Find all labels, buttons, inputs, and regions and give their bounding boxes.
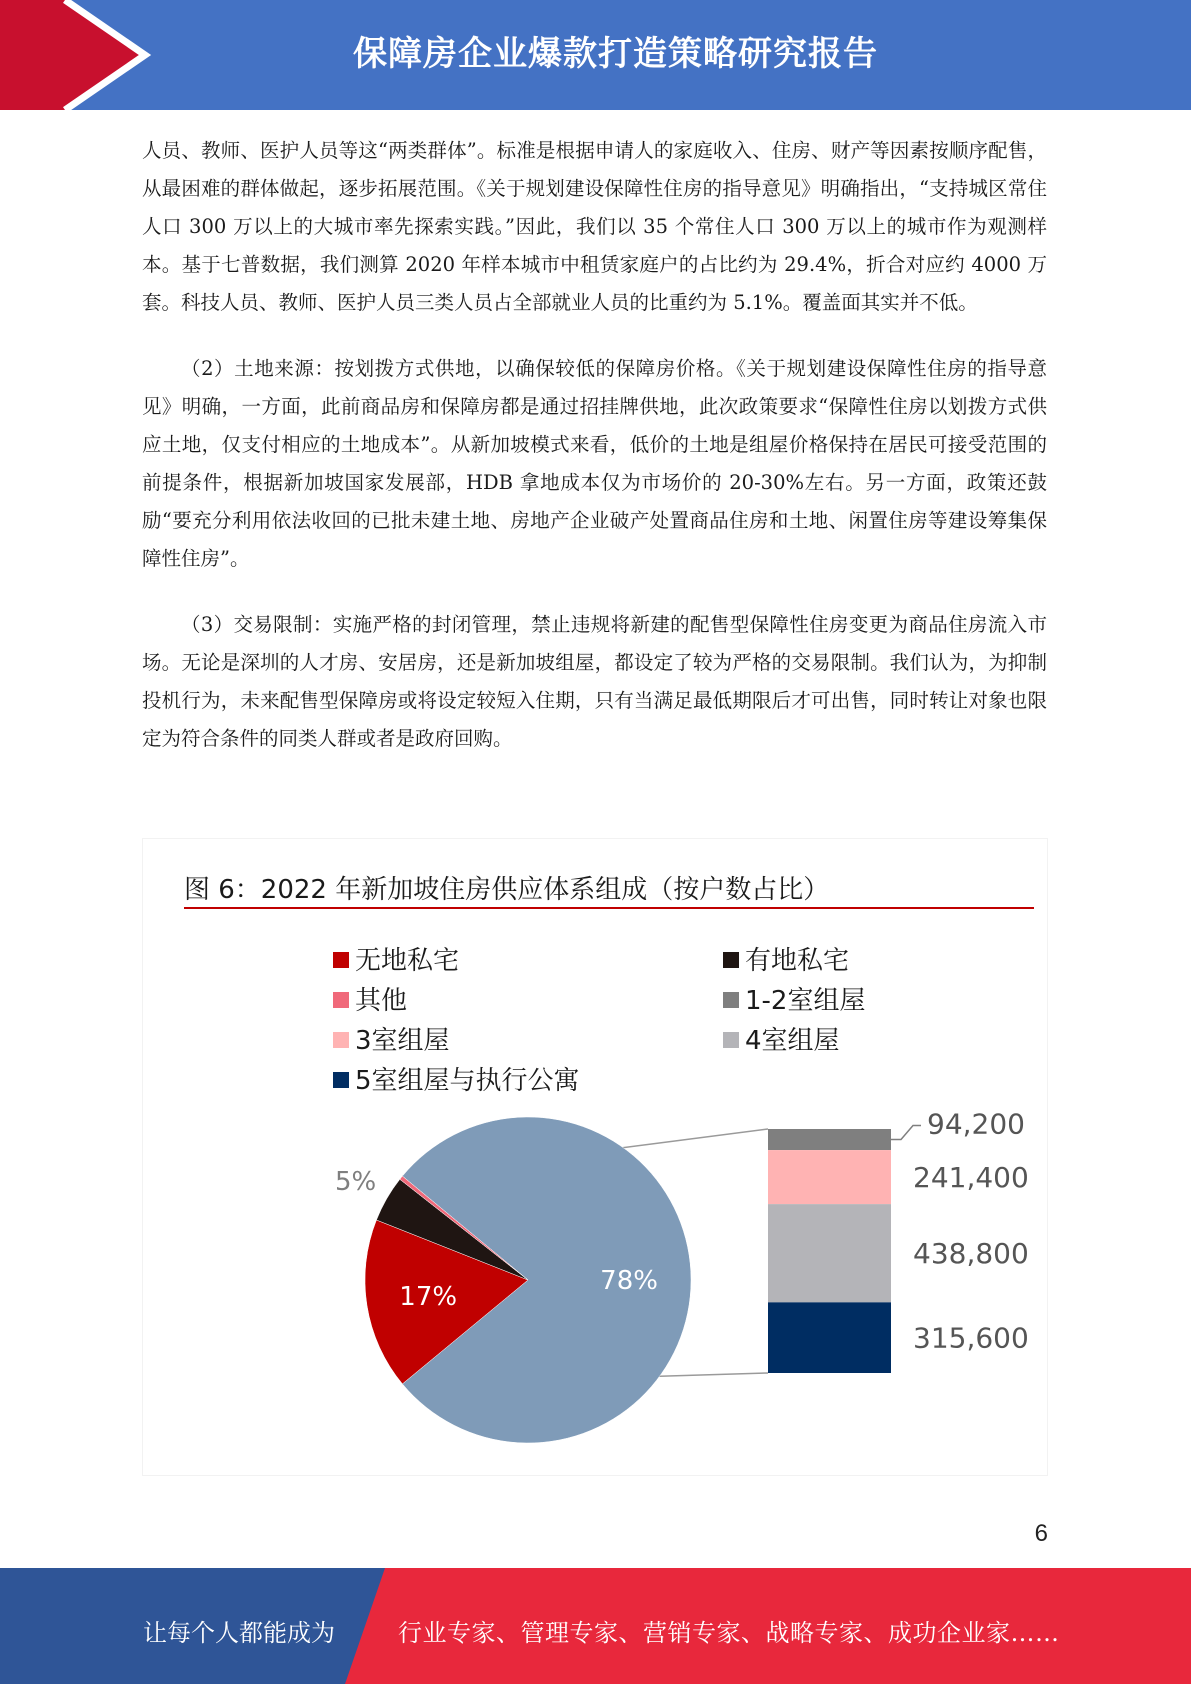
legend-label-2: 其他 — [355, 986, 408, 1016]
legend-label-4: 3室组屋 — [355, 1026, 450, 1056]
pie-label-0: 78% — [600, 1266, 658, 1296]
pie-label-2: 5% — [334, 1166, 377, 1197]
page-footer — [0, 1568, 1191, 1684]
page-number: 6 — [1034, 1520, 1048, 1547]
legend-label-3: 1-2室组屋 — [745, 986, 866, 1016]
footer-slogan-left: 让每个人都能成为 — [143, 1619, 335, 1647]
chart-title: 图 6：2022 年新加坡住房供应体系组成（按户数占比） — [184, 875, 830, 905]
legend-swatch-5 — [723, 1032, 739, 1048]
legend-swatch-2 — [333, 992, 349, 1008]
legend-swatch-0 — [333, 952, 349, 968]
bar-segment-1 — [768, 1150, 891, 1204]
legend-label-1: 有地私宅 — [745, 946, 850, 976]
legend-swatch-3 — [723, 992, 739, 1008]
legend-label-6: 5室组屋与执行公寓 — [355, 1066, 580, 1096]
legend-swatch-4 — [333, 1032, 349, 1048]
paragraph-trade-restriction: （3）交易限制：实施严格的封闭管理，禁止违规将新建的配售型保障性住房变更为商品住房流入市场。无论是深圳的人才房、安居房，还是新加坡组屋，都设定了较为严格的交易限制。我们认为，为抑制投机行为，未来配售型保障房或将设定较短入住期，只有当满足最低期限后才可出售，同时转让对象也限定为符合条件的同类人群或者是政府回购。 — [142, 613, 1047, 750]
legend-swatch-1 — [723, 952, 739, 968]
legend-swatch-6 — [333, 1072, 349, 1088]
pie-label-1: 17% — [399, 1281, 458, 1312]
bar-label-2: 438,800 — [913, 1237, 1029, 1271]
legend-label-0: 无地私宅 — [355, 946, 460, 976]
legend-label-5: 4室组屋 — [745, 1026, 840, 1056]
pie-of-bar-chart — [143, 839, 1047, 1475]
header-title: 保障房企业爆款打造策略研究报告 — [353, 34, 878, 74]
footer-slogan-right: 行业专家、管理专家、营销专家、战略专家、成功企业家…… — [398, 1619, 1060, 1647]
bar-leader-line-0 — [891, 1126, 921, 1140]
bar-label-0: 94,200 — [927, 1107, 1025, 1141]
bar-segment-2 — [768, 1204, 891, 1302]
bar-segment-3 — [768, 1302, 891, 1373]
bar-label-1: 241,400 — [913, 1161, 1029, 1195]
bar-segment-0 — [768, 1129, 891, 1150]
report-body — [142, 132, 1047, 786]
page-header — [0, 0, 1191, 110]
bar-label-3: 315,600 — [913, 1321, 1029, 1355]
paragraph-land-source: （2）土地来源：按划拨方式供地，以确保较低的保障房价格。《关于规划建设保障性住房的指导意见》明确，一方面，此前商品房和保障房都是通过招挂牌供地，此次政策要求“保障性住房以划拨方式供应土地，仅支付相应的土地成本”。从新加坡模式来看，低价的土地是组屋价格保持在居民可接受范围的前提条件，根据新加坡国家发展部，HDB 拿地成本仅为市场价的 20-30%左右。另一方面，政策还鼓励“要充分利用依法收回的已批未建土地、房地产企业破产处置商品住房和土地、闲置住房等建设筹集保障性住房”。 — [142, 357, 1047, 570]
figure-housing-supply — [142, 838, 1048, 1476]
paragraph-coverage: 人员、教师、医护人员等这“两类群体”。标准是根据申请人的家庭收入、住房、财产等因素按顺序配售，从最困难的群体做起，逐步拓展范围。《关于规划建设保障性住房的指导意见》明确指出，“支持城区常住人口 300 万以上的大城市率先探索实践。”因此，我们以 35 个常住人口 300 万以上的城市作为观测样本。基于七普数据，我们测算 2020 年样本城市中租赁家庭户的占比约为 29.4%，折合对应约 4000 万套。科技人员、教师、医护人员三类人员占全部就业人员的比重约为 5.1%。覆盖面其实并不低。 — [142, 139, 1047, 314]
